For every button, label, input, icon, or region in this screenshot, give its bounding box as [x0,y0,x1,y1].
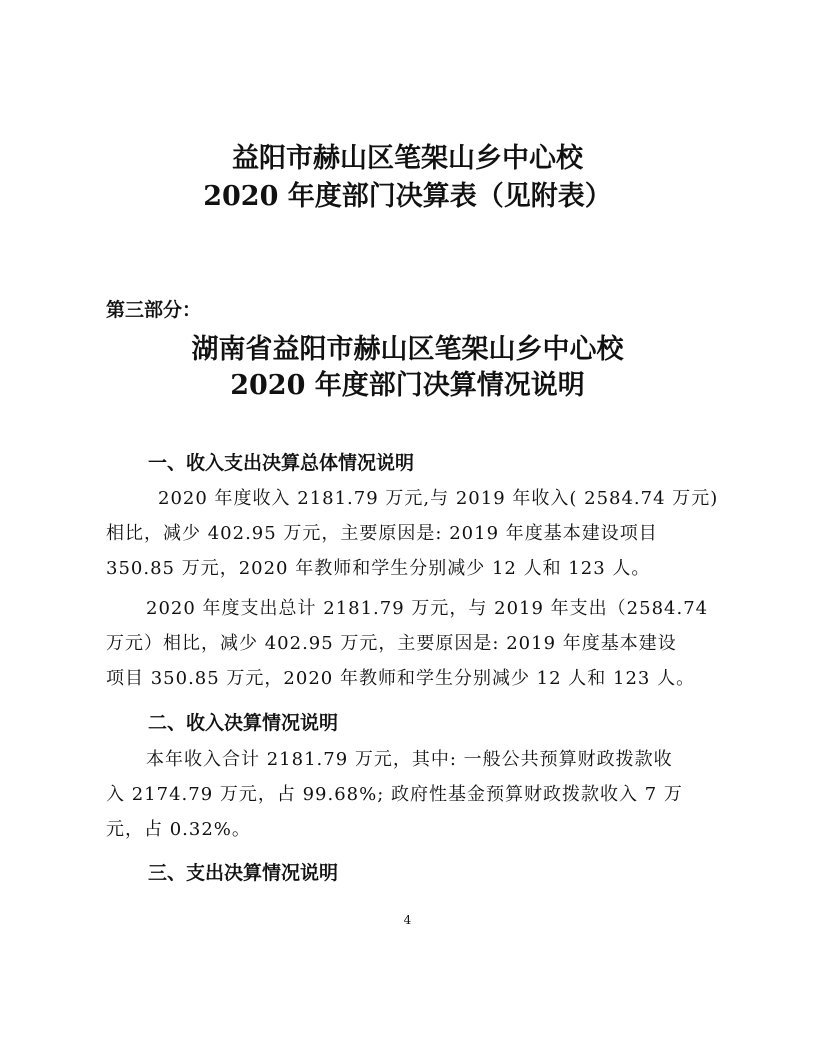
section-title-line-2: 2020 年度部门决算情况说明 [230,370,585,401]
section-title-line-1: 湖南省益阳市赫山区笔架山乡中心校 [191,334,624,365]
paragraph-line: 本年收入合计 2181.79 万元，其中: 一般公共预算财政拨款收 [146,749,673,770]
paragraph-line: 350.85 万元，2020 年教师和学生分别减少 12 人和 123 人。 [106,558,651,579]
paragraph-expenditure-overview [106,591,712,696]
paragraph-line: 元，占 0.32%。 [106,819,251,840]
heading-expenditure-details: 三、支出决算情况说明 [148,862,339,884]
report-title-line-1: 益阳市赫山区笔架山乡中心校 [232,143,583,174]
paragraph-income-details [106,742,712,847]
heading-income-details: 二、收入决算情况说明 [148,712,339,734]
paragraph-line: 万元）相比，减少 402.95 万元，主要原因是: 2019 年度基本建设 [106,633,677,654]
report-title-line-2: 2020 年度部门决算表（见附表） [203,181,612,212]
paragraph-line: 入 2174.79 万元，占 99.68%; 政府性基金预算财政拨款收入 7 万 [106,784,683,805]
part-label: 第三部分： [106,299,202,321]
paragraph-line: 项目 350.85 万元，2020 年教师和学生分别减少 12 人和 123 人。 [106,668,696,689]
heading-income-expenditure-overview: 一、收入支出决算总体情况说明 [148,452,415,474]
paragraph-line: 相比，减少 402.95 万元，主要原因是: 2019 年度基本建设项目 [106,523,658,544]
paragraph-line: 2020 年度支出总计 2181.79 万元，与 2019 年支出（2584.74 [146,598,709,619]
paragraph-line: 2020 年度收入 2181.79 万元,与 2019 年收入( 2584.74 万元) [158,488,719,509]
page-number: 4 [403,913,412,927]
paragraph-income-overview [106,481,719,586]
